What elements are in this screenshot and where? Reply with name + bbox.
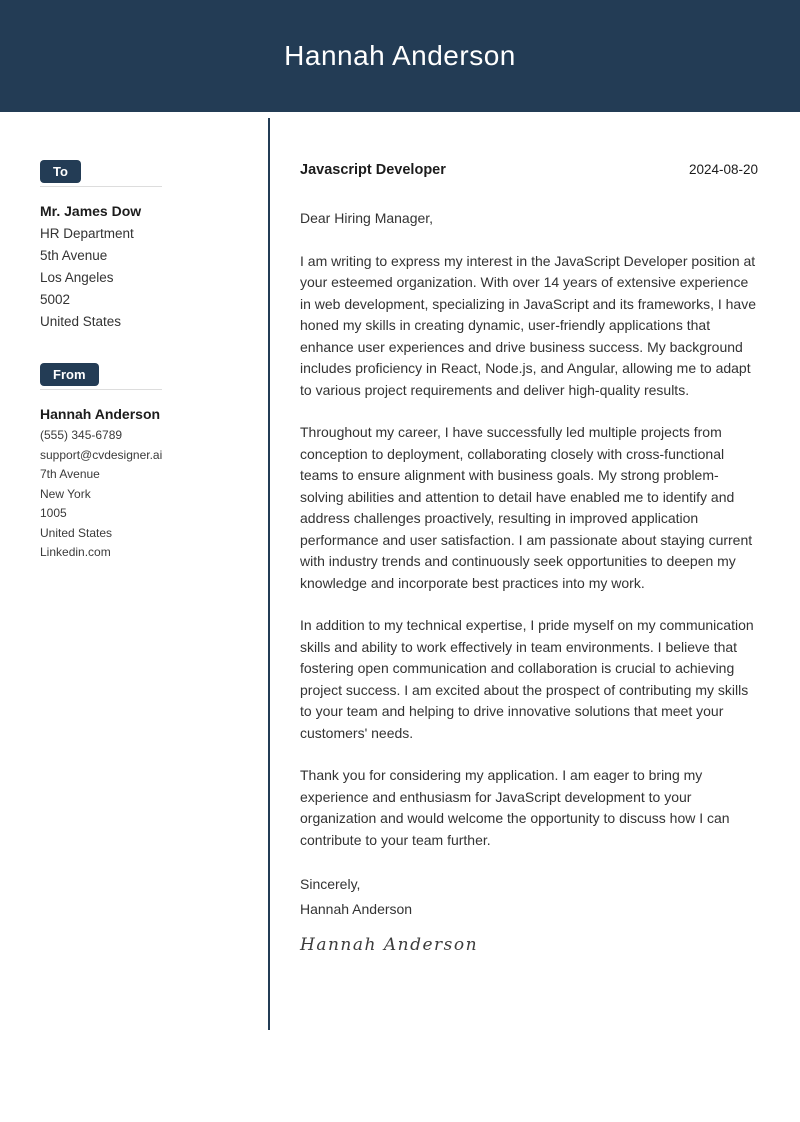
sender-address-line: United States — [40, 525, 113, 540]
handwritten-signature: Hannah Anderson — [300, 935, 479, 955]
recipient-address — [40, 223, 244, 333]
to-badge-row — [40, 160, 162, 187]
sender-address-line: 7th Avenue — [40, 467, 100, 481]
sender-linkedin: Linkedin.com — [40, 545, 111, 559]
job-title: Javascript Developer — [300, 162, 446, 178]
closing: Sincerely, — [300, 876, 361, 892]
sender-section — [40, 363, 244, 563]
paragraph-4: Thank you for considering my application. I am eager to bring my experience and enthusiasm for JavaScript development to your organization and would welcome the opportunity to discuss how I can contribute to your team further. — [300, 767, 730, 848]
recipient-line: HR Department — [40, 226, 134, 241]
recipient-line: 5th Avenue — [40, 248, 108, 263]
signer-name: Hannah Anderson — [300, 901, 413, 917]
sender-email: support@cvdesigner.ai — [40, 447, 163, 462]
from-badge-row — [40, 363, 162, 390]
sender-phone: (555) 345-6789 — [40, 428, 123, 442]
paragraph-2: Throughout my career, I have successfully led multiple projects from conception to deployment, collaborating closely with cross-functional teams to ensure alignment with business goals. My strong problem-solving abilities and attention to detail have enabled me to identify and address challenges proactively, resulting in improved application performance and user satisfaction. I am passionate about staying current with industry trends and continuously seek opportunities to deepen my knowledge and incorporate best practices into my work. — [300, 424, 753, 591]
content-area — [0, 112, 800, 1042]
from-badge: From — [40, 363, 99, 386]
sender-name: Hannah Anderson — [40, 406, 161, 422]
recipient-line: 5002 — [40, 292, 71, 307]
paragraph-1: I am writing to express my interest in the JavaScript Developer position at your esteemed organization. With over 14 years of extensive experience in web development, specializing in JavaScript and its frameworks, I have honed my skills in creating dynamic, user-friendly applications that enhance user experiences and drive business success. My background includes proficiency in React, Node.js, and Angular, allowing me to adapt to various project requirements and deliver high-quality results. — [300, 252, 756, 398]
recipient-name: Mr. James Dow — [40, 203, 142, 219]
signoff-block — [300, 872, 758, 922]
sender-address-line: New York — [40, 486, 91, 501]
header-banner — [0, 0, 800, 112]
paragraph-3: In addition to my technical expertise, I pride myself on my communication skills and ability to work effectively in team environments. I believe that fostering open communication and collaboration is crucial to achieving project success. I am excited about the prospect of contributing my skills to your team and helping to drive innovative solutions that meet your customers' needs. — [300, 617, 754, 741]
recipient-line: Los Angeles — [40, 270, 114, 285]
recipient-line: United States — [40, 314, 122, 329]
sender-details — [40, 426, 244, 563]
applicant-name-title: Hannah Anderson — [284, 40, 516, 71]
sender-address-line: 1005 — [40, 506, 67, 520]
to-badge: To — [40, 160, 81, 183]
letter-head — [300, 162, 758, 178]
letter-body — [270, 112, 800, 1042]
recipient-section — [40, 160, 244, 333]
salutation: Dear Hiring Manager, — [300, 210, 434, 226]
letter-date: 2024-08-20 — [688, 162, 758, 177]
sidebar — [0, 112, 268, 1042]
